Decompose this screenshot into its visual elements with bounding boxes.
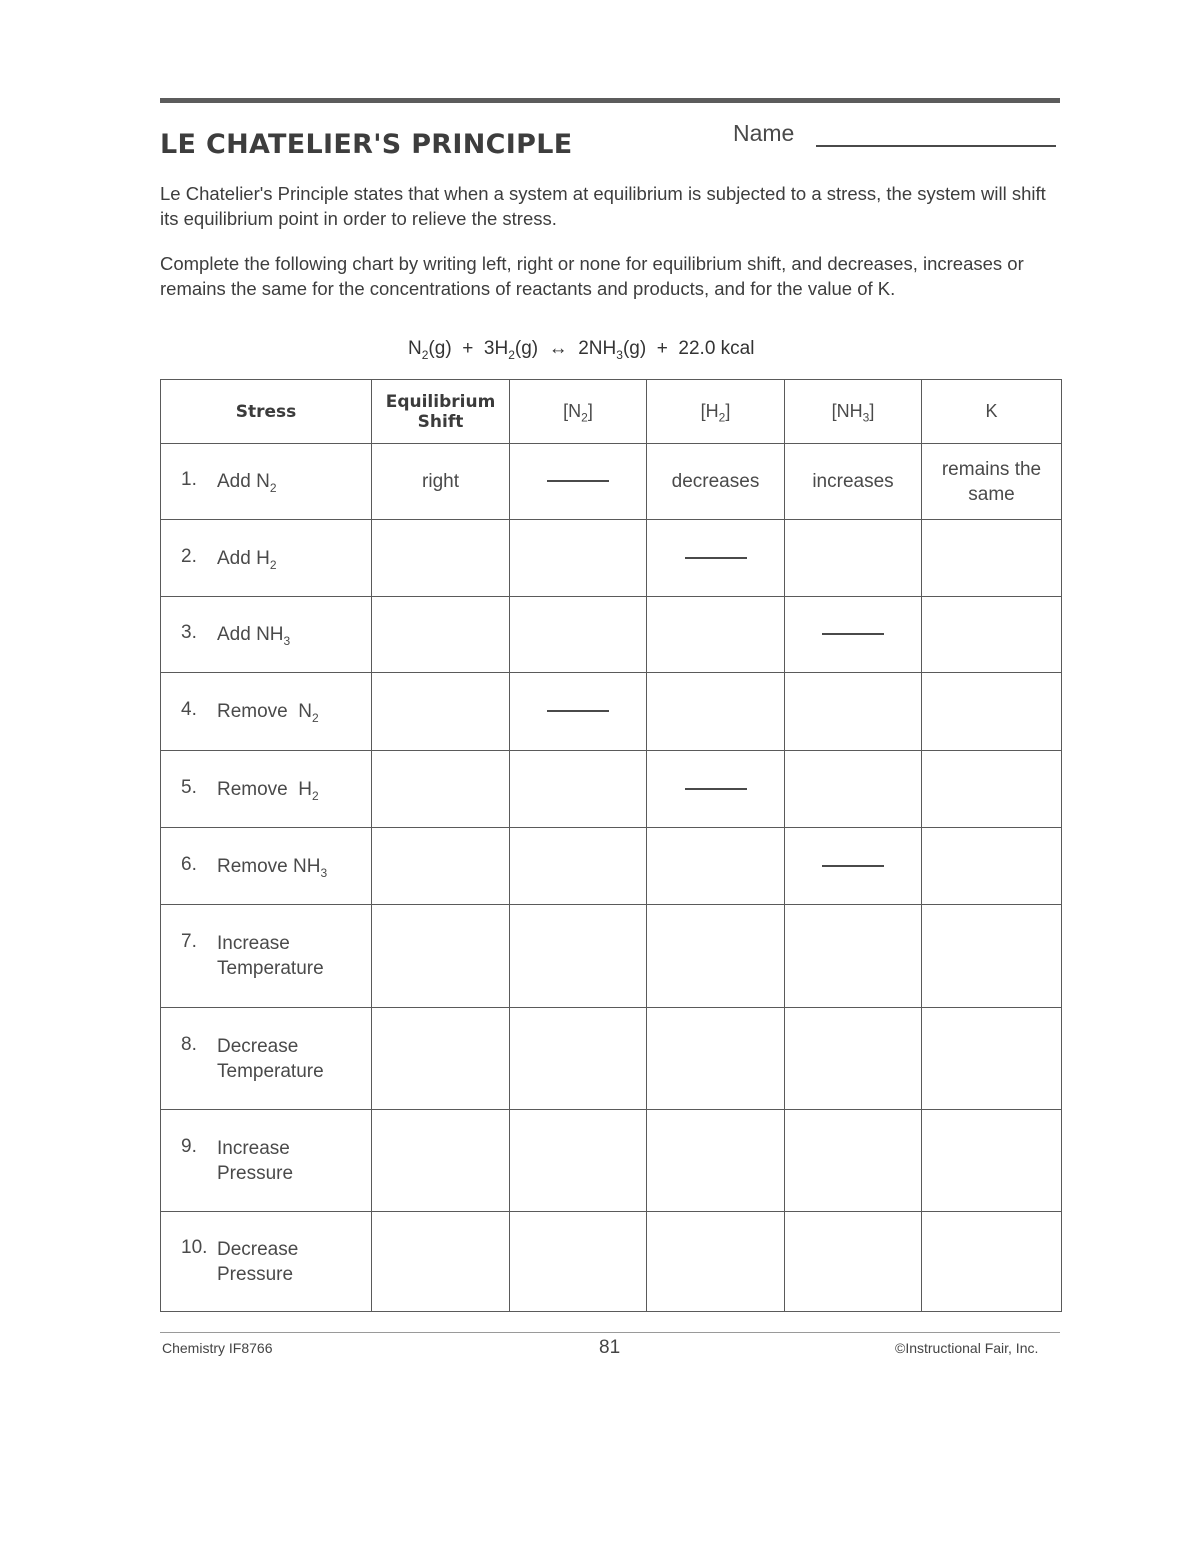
table-row bbox=[161, 1110, 1062, 1212]
page-title: LE CHATELIER'S PRINCIPLE bbox=[160, 129, 573, 160]
nh3-cell[interactable] bbox=[785, 751, 922, 828]
header-stress: Stress bbox=[161, 380, 372, 444]
stress-label-sub: 2 bbox=[269, 557, 277, 572]
row-number: 9. bbox=[181, 1135, 197, 1157]
nh3-cell[interactable] bbox=[785, 1212, 922, 1312]
nh3-cell bbox=[785, 597, 922, 673]
given-dash bbox=[547, 480, 609, 482]
header-h2-sub: 2 bbox=[718, 410, 726, 425]
stress-label-sub: 2 bbox=[312, 788, 319, 803]
k-cell[interactable] bbox=[922, 444, 1062, 520]
nh3-cell[interactable] bbox=[785, 905, 922, 1008]
stress-cell bbox=[161, 828, 372, 905]
row-number: 3. bbox=[181, 622, 197, 643]
nh3-cell[interactable] bbox=[785, 1110, 922, 1212]
table-row bbox=[161, 673, 1062, 751]
header-nh3 bbox=[785, 380, 922, 444]
nh3-cell bbox=[785, 828, 922, 905]
stress-label: Remove N bbox=[217, 701, 313, 722]
h2-cell[interactable] bbox=[647, 1110, 785, 1212]
row-number: 8. bbox=[181, 1033, 197, 1055]
nh3-cell[interactable] bbox=[785, 1008, 922, 1110]
shift-cell[interactable]: right bbox=[372, 444, 510, 520]
header-equilibrium-shift bbox=[372, 380, 510, 444]
eq-reactant-2: 3H bbox=[483, 338, 509, 359]
h2-cell[interactable] bbox=[647, 597, 785, 673]
k-cell[interactable] bbox=[922, 905, 1062, 1008]
intro-paragraph-2: Complete the following chart by writing left, right or none for equilibrium shift, and decreases, increases or remains the same for the concentrations of reactants and products, and for the value of K. bbox=[160, 253, 1024, 299]
header-n2-pre: [N bbox=[563, 401, 582, 421]
stress-label: Add N bbox=[217, 471, 270, 492]
nh3-cell[interactable] bbox=[785, 673, 922, 751]
h2-cell[interactable] bbox=[647, 828, 785, 905]
shift-cell[interactable] bbox=[372, 597, 510, 673]
le-chatelier-chart bbox=[160, 379, 1062, 1312]
footer-rule bbox=[160, 1332, 1060, 1333]
stress-label-line2: Pressure bbox=[217, 1263, 294, 1285]
intro-paragraph-1: Le Chatelier's Principle states that when a system at equilibrium is subjected to a stress, the system will shift its equilibrium point in order to relieve the stress. bbox=[160, 183, 1046, 229]
stress-cell bbox=[161, 751, 372, 828]
shift-cell[interactable] bbox=[372, 905, 510, 1008]
reaction-equation bbox=[408, 338, 754, 360]
table-row bbox=[161, 905, 1062, 1008]
stress-cell bbox=[161, 1212, 372, 1312]
n2-cell[interactable] bbox=[510, 1008, 647, 1110]
stress-cell bbox=[161, 520, 372, 597]
shift-cell[interactable] bbox=[372, 1008, 510, 1110]
eq-reactant-2-phase: (g) bbox=[514, 338, 539, 359]
h2-cell[interactable] bbox=[647, 673, 785, 751]
shift-cell[interactable] bbox=[372, 751, 510, 828]
stress-cell bbox=[161, 1008, 372, 1110]
eq-energy: 22.0 kcal bbox=[678, 338, 755, 359]
stress-label: Remove NH bbox=[217, 855, 321, 877]
stress-label-sub: 3 bbox=[320, 865, 328, 880]
row-number: 2. bbox=[181, 545, 197, 567]
n2-cell[interactable] bbox=[510, 1212, 647, 1312]
shift-cell[interactable] bbox=[372, 673, 510, 751]
k-cell[interactable] bbox=[922, 1212, 1062, 1312]
stress-label: Remove H bbox=[217, 778, 313, 800]
header-row bbox=[161, 380, 1062, 444]
stress-label: Add NH bbox=[217, 624, 284, 645]
k-cell[interactable] bbox=[922, 597, 1062, 673]
k-line2: same bbox=[968, 483, 1015, 505]
h2-cell bbox=[647, 520, 785, 597]
h2-cell[interactable] bbox=[647, 905, 785, 1008]
stress-label: Add H bbox=[217, 547, 270, 569]
stress-label-line2: Temperature bbox=[217, 1060, 324, 1082]
n2-cell[interactable] bbox=[510, 751, 647, 828]
k-cell[interactable] bbox=[922, 1008, 1062, 1110]
name-field[interactable] bbox=[816, 145, 1056, 147]
nh3-cell[interactable] bbox=[785, 520, 922, 597]
name-label: Name bbox=[733, 120, 795, 146]
table-row bbox=[161, 1008, 1062, 1110]
top-rule bbox=[160, 98, 1060, 103]
n2-cell[interactable] bbox=[510, 1110, 647, 1212]
stress-cell bbox=[161, 444, 372, 520]
given-dash bbox=[685, 788, 747, 790]
eq-reactant-1-sub: 2 bbox=[421, 347, 429, 362]
stress-cell bbox=[161, 673, 372, 751]
n2-cell[interactable] bbox=[510, 905, 647, 1008]
page-number: 81 bbox=[599, 1337, 621, 1358]
header-nh3-post: ] bbox=[869, 401, 875, 421]
h2-cell[interactable]: decreases bbox=[647, 444, 785, 520]
shift-cell[interactable] bbox=[372, 1110, 510, 1212]
eq-arrow: ↔ bbox=[548, 338, 568, 359]
footer-book-code: Chemistry IF8766 bbox=[162, 1340, 273, 1356]
shift-cell[interactable] bbox=[372, 1212, 510, 1312]
table-row bbox=[161, 1212, 1062, 1312]
eq-product: 2NH bbox=[578, 338, 617, 359]
row-number: 5. bbox=[181, 776, 197, 798]
table-row bbox=[161, 597, 1062, 673]
header-shift-line2: Shift bbox=[417, 411, 464, 432]
n2-cell bbox=[510, 444, 647, 520]
n2-cell[interactable] bbox=[510, 520, 647, 597]
header-h2 bbox=[647, 380, 785, 444]
stress-cell bbox=[161, 905, 372, 1008]
header-k: K bbox=[922, 380, 1062, 444]
header-nh3-pre: [NH bbox=[831, 401, 863, 421]
k-cell[interactable] bbox=[922, 828, 1062, 905]
stress-label: Decrease bbox=[217, 1035, 299, 1057]
stress-label-line2: Pressure bbox=[217, 1162, 294, 1184]
k-cell[interactable] bbox=[922, 1110, 1062, 1212]
given-dash bbox=[822, 633, 884, 635]
eq-product-phase: (g) bbox=[622, 338, 647, 359]
header-nh3-sub: 3 bbox=[862, 410, 870, 425]
table-row bbox=[161, 520, 1062, 597]
n2-cell bbox=[510, 673, 647, 751]
k-cell[interactable] bbox=[922, 520, 1062, 597]
shift-cell[interactable] bbox=[372, 828, 510, 905]
header-h2-pre: [H bbox=[700, 401, 719, 421]
h2-cell[interactable] bbox=[647, 1008, 785, 1110]
footer-copyright: ©Instructional Fair, Inc. bbox=[895, 1340, 1039, 1356]
header-shift-line1: Equilibrium bbox=[385, 391, 496, 412]
table-row bbox=[161, 444, 1062, 520]
given-dash bbox=[547, 710, 609, 712]
k-line1: remains the bbox=[941, 458, 1042, 480]
row-number: 7. bbox=[181, 931, 197, 952]
stress-label-line2: Temperature bbox=[217, 958, 324, 979]
row-number: 10. bbox=[181, 1236, 208, 1258]
h2-cell[interactable] bbox=[647, 1212, 785, 1312]
nh3-cell[interactable]: increases bbox=[785, 444, 922, 520]
stress-cell bbox=[161, 597, 372, 673]
header-n2 bbox=[510, 380, 647, 444]
stress-label-sub: 3 bbox=[283, 633, 291, 648]
row-number: 6. bbox=[181, 853, 197, 875]
h2-cell bbox=[647, 751, 785, 828]
row-number: 1. bbox=[181, 469, 197, 490]
given-dash bbox=[685, 557, 747, 559]
table-row bbox=[161, 751, 1062, 828]
stress-label: Decrease bbox=[217, 1238, 299, 1260]
k-cell[interactable] bbox=[922, 673, 1062, 751]
eq-product-sub: 3 bbox=[616, 347, 623, 362]
eq-reactant-1-phase: (g) bbox=[428, 338, 452, 359]
n2-cell[interactable] bbox=[510, 597, 647, 673]
header-n2-post: ] bbox=[587, 401, 593, 421]
shift-cell[interactable] bbox=[372, 520, 510, 597]
stress-label: Increase bbox=[217, 933, 290, 954]
k-cell[interactable] bbox=[922, 751, 1062, 828]
header-h2-post: ] bbox=[725, 401, 731, 421]
stress-label-sub: 2 bbox=[312, 710, 319, 725]
eq-plus-2: + bbox=[656, 338, 668, 359]
stress-label: Increase bbox=[217, 1137, 290, 1159]
stress-label-sub: 2 bbox=[269, 480, 277, 495]
table-row bbox=[161, 828, 1062, 905]
n2-cell[interactable] bbox=[510, 828, 647, 905]
header-n2-sub: 2 bbox=[581, 410, 588, 425]
eq-plus-1: + bbox=[462, 338, 474, 359]
eq-reactant-1: N bbox=[408, 338, 422, 359]
eq-reactant-2-sub: 2 bbox=[508, 347, 515, 362]
row-number: 4. bbox=[181, 699, 197, 720]
given-dash bbox=[822, 865, 884, 867]
stress-cell bbox=[161, 1110, 372, 1212]
